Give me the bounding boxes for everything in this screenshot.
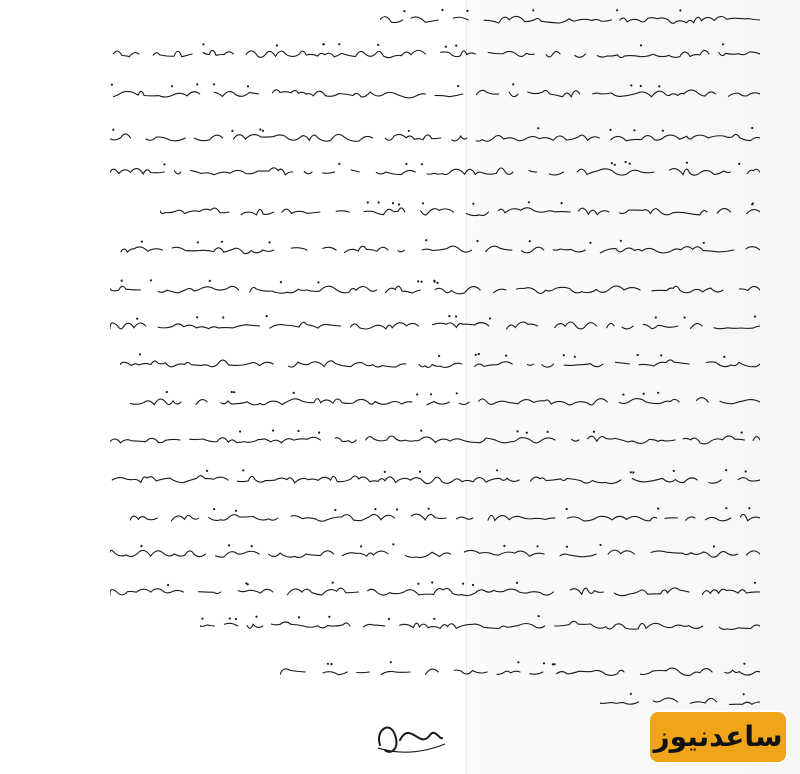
watermark-text: ساعدنیوز (653, 720, 783, 753)
handwritten-line (110, 278, 760, 298)
handwritten-line (160, 200, 760, 220)
handwritten-line (600, 690, 760, 710)
handwritten-line (130, 506, 760, 526)
handwritten-line (130, 390, 760, 410)
site-watermark-logo (650, 712, 786, 762)
handwritten-line (110, 82, 760, 102)
handwritten-line (110, 314, 760, 334)
handwritten-line (110, 580, 760, 600)
handwritten-line (380, 8, 760, 28)
handwritten-line (280, 660, 760, 680)
handwritten-line (110, 542, 760, 562)
handwritten-line (110, 126, 760, 146)
handwritten-signature (370, 700, 450, 760)
handwritten-line (110, 160, 760, 180)
handwritten-line (110, 428, 760, 448)
handwritten-line (120, 352, 760, 372)
handwritten-letter-body (110, 0, 760, 774)
handwritten-line (110, 468, 760, 488)
handwritten-line (120, 238, 760, 258)
handwritten-line (200, 614, 760, 634)
handwritten-line (110, 42, 760, 62)
